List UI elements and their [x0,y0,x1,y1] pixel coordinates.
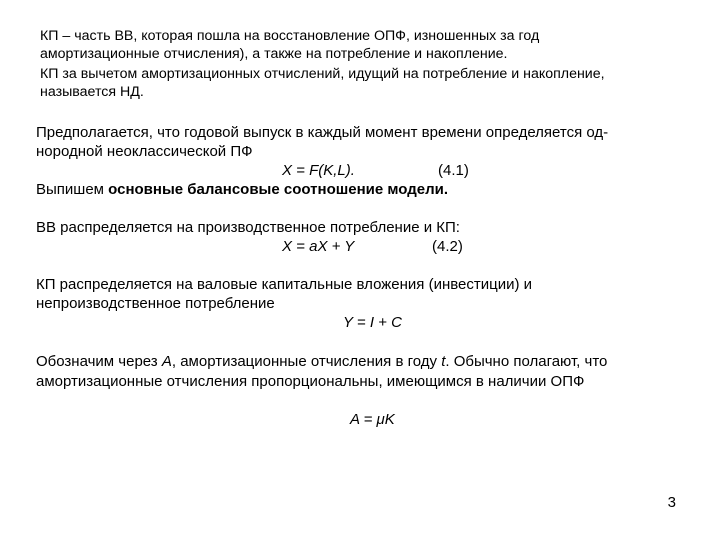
p4-var-t: t [441,353,446,370]
intro-line-3: КП за вычетом амортизационных отчислений, идущий на потребление и накопление, [40,66,605,82]
p4-var-a: A [161,353,172,370]
p2-line-1: ВВ распределяется на производственное потребление и КП: [36,219,460,236]
depreciation-formula: A = μK [350,411,395,428]
p1-line-4 [36,181,448,199]
formula-number-4-1: (4.1) [438,162,469,179]
formula-number-4-2: (4.2) [432,238,463,255]
page-number: 3 [667,494,676,511]
p1-line-4-start: Выпишем [36,181,109,198]
p4-line-1 [36,353,607,371]
output-balance-formula: X = aX + Y [282,238,355,255]
intro-line-2: амортизационные отчисления), а также на потребление и накопление. [40,46,508,62]
p4-line-1-a: Обозначим через [36,353,162,370]
p1-line-1: Предполагается, что годовой выпуск в каждый момент времени определяется од- [36,124,609,141]
p4-line-2: амортизационные отчисления пропорциональны, имеющимся в наличии ОПФ [36,373,585,390]
intro-line-1: КП – часть ВВ, которая пошла на восстановление ОПФ, изношенных за год [40,28,540,44]
final-product-formula: Y = I + C [343,314,402,331]
p4-line-1-b: , амортизационные отчисления в году [171,353,442,370]
production-function-formula: X = F(K,L). [282,162,355,179]
p4-line-1-c: . Обычно полагают, что [445,353,608,370]
intro-line-4: называется НД. [40,84,144,100]
p3-line-2: непроизводственное потребление [36,295,275,312]
p1-line-4-bold: основные балансовые соотношение модели. [108,181,449,198]
p1-line-2: нородной неоклассической ПФ [36,143,253,160]
p3-line-1: КП распределяется на валовые капитальные вложения (инвестиции) и [36,276,533,293]
